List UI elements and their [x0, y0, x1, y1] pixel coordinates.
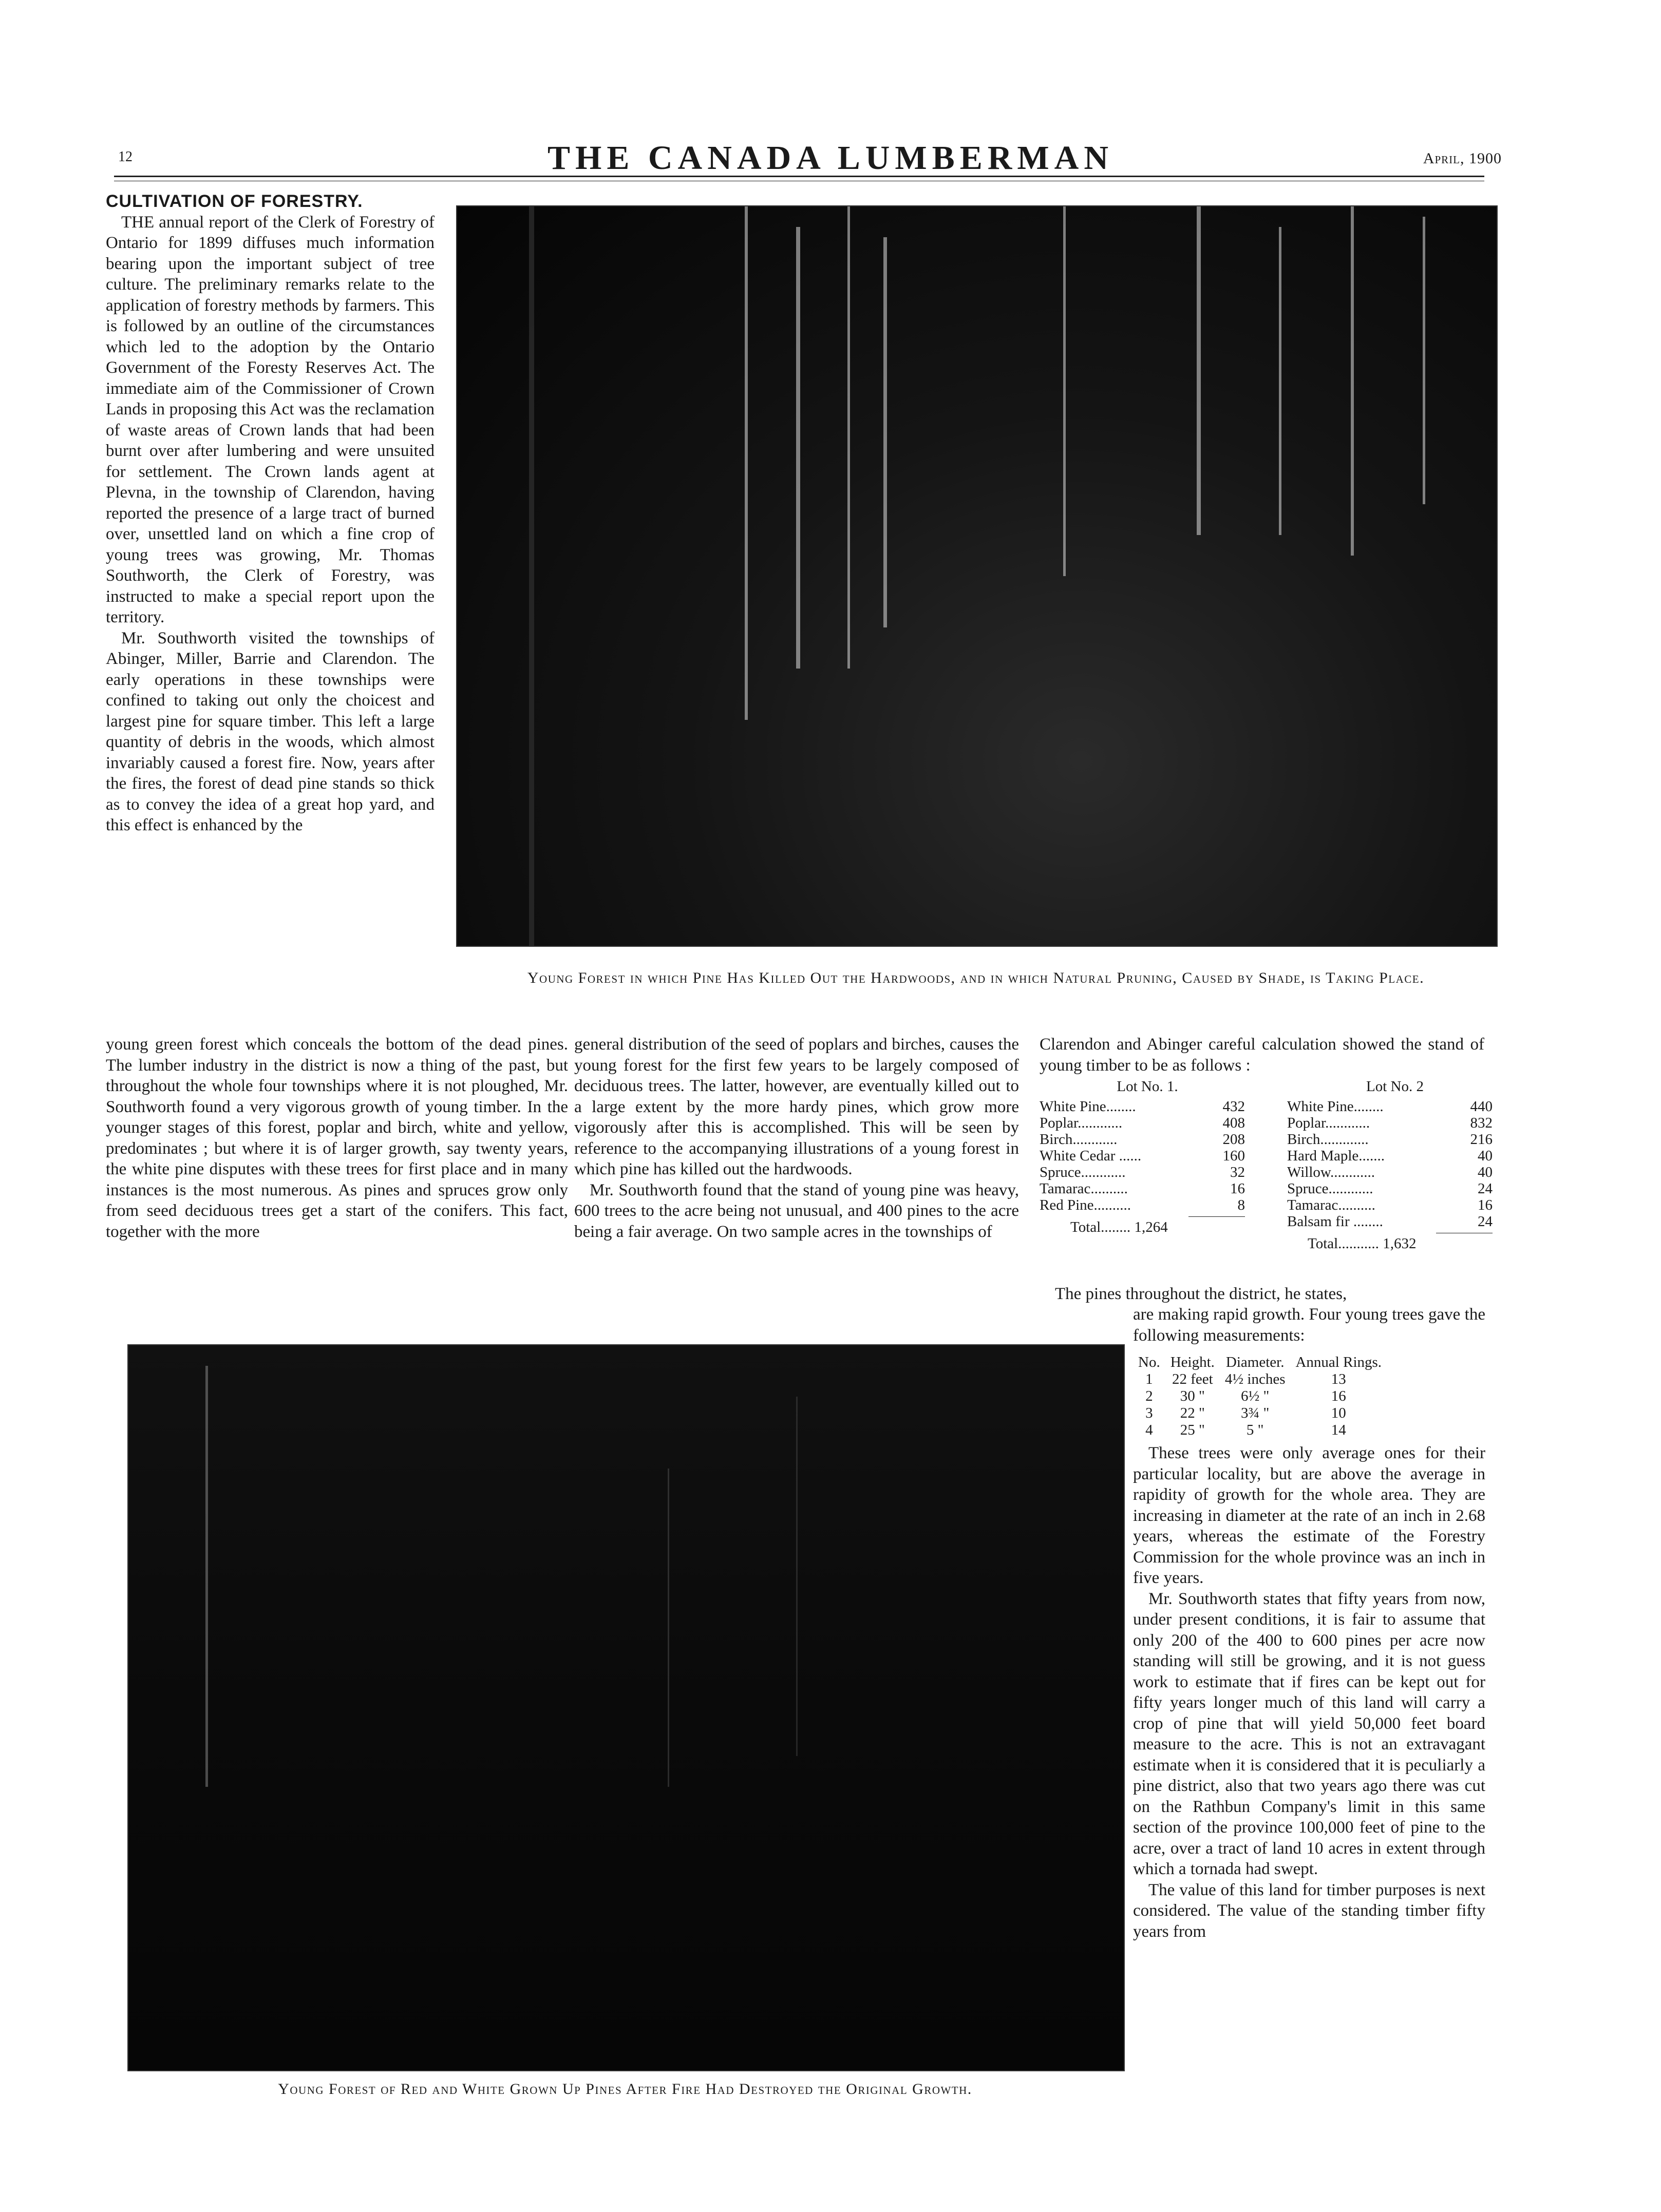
species-name: Hard Maple....... [1287, 1148, 1385, 1164]
column-middle [574, 1034, 1019, 1242]
lot2-total-value: 1,632 [1383, 1235, 1417, 1252]
measurement-cell: 4½ inches [1224, 1371, 1286, 1387]
measurement-header: Height. [1170, 1354, 1215, 1370]
lot1-title: Lot No. 1. [1117, 1078, 1178, 1095]
issue-date: April, 1900 [1423, 150, 1502, 167]
species-name: Red Pine.......... [1040, 1197, 1131, 1213]
paragraph: Clarendon and Abinger careful calculation showed the stand of young timber to be as follows : [1040, 1035, 1484, 1075]
lot2-table [1287, 1078, 1503, 1252]
species-count: 40 [1478, 1148, 1493, 1164]
paragraph: Mr. Southworth visited the townships of Abinger, Miller, Barrie and Clarendon. The early operations in these townships were confined to taking out only the choicest and largest pine for square timber. This left a large quantity of debris in the woods, which almost invariably caused a forest fire. Now, years after the fires, the forest of dead pine stands so thick as to convey the idea of a great hop yard, and this effect is enhanced by the [106, 628, 435, 834]
species-count: 16 [1230, 1180, 1245, 1197]
species-name: Tamarac.......... [1287, 1197, 1375, 1213]
paragraph: Mr. Southworth states that fifty years from now, under present conditions, it is fair to assume that only 200 of the 400 to 600 pines per acre now standing will still be growing, and it is not guess work to estimate that if fires can be kept out for fifty years longer much of this land will carry a crop of pine that will yield 50,000 feet board measure to the acre. This is not an extravagant estimate when it is considered that it is peculiarly a pine district, also that two years ago there was cut on the Rathbun Company's limit in this same section of the province 100,000 feet of pine to the acre, over a tract of land 10 acres in extent through which a tornada had swept. [1133, 1589, 1485, 1878]
species-count: 440 [1470, 1098, 1493, 1115]
measurement-cell: 13 [1331, 1371, 1346, 1387]
measurement-cell: 5 " [1246, 1422, 1264, 1438]
lot-row [1040, 1098, 1245, 1115]
species-count: 408 [1222, 1115, 1245, 1131]
measurement-row [1133, 1422, 1387, 1439]
lot-row [1040, 1197, 1245, 1213]
lot-row [1040, 1148, 1245, 1164]
photo2-caption: Young Forest of Red and White Grown Up Pines After Fire Had Destroyed the Original Growth. [278, 2081, 972, 2097]
paragraph-pines [1040, 1284, 1484, 1305]
column-left [106, 191, 435, 836]
measurement-header: Diameter. [1225, 1354, 1285, 1370]
species-name: Birch............. [1287, 1131, 1369, 1148]
measurement-cell: 22 " [1180, 1405, 1205, 1421]
measurement-cell: 4 [1145, 1422, 1153, 1438]
photo1-caption: Young Forest in which Pine Has Killed Out the Hardwoods, and in which Natural Pruning, Caused by Shade, is Taking Place. [527, 969, 1425, 986]
paragraph: general distribution of the seed of poplars and birches, causes the young forest for the first few years to be largely composed of deciduous trees. The latter, however, are eventually killed out to a large extent by the more hardy pines, which grow more vigorously after this is accomplished. This will be seen by reference to the accompanying illustrations of a young forest in which pine has killed out the hardwoods. [574, 1035, 1019, 1178]
species-count: 24 [1478, 1180, 1493, 1197]
measurement-header: Annual Rings. [1295, 1354, 1382, 1370]
species-count: 16 [1478, 1197, 1493, 1213]
lot-row [1040, 1131, 1245, 1148]
species-name: Tamarac.......... [1040, 1180, 1128, 1197]
lot1-total-value: 1,264 [1134, 1219, 1168, 1235]
lot-row [1287, 1180, 1493, 1197]
forest-photo-red-white-pines [127, 1344, 1125, 2071]
species-count: 24 [1478, 1213, 1493, 1230]
lot-row [1287, 1131, 1493, 1148]
species-count: 832 [1470, 1115, 1493, 1131]
paragraph: are making rapid growth. Four young trees gave the following measurements: [1133, 1305, 1485, 1345]
species-name: Birch............ [1040, 1131, 1118, 1148]
lot-row [1287, 1148, 1493, 1164]
measurement-row [1133, 1388, 1387, 1405]
measurement-row [1133, 1371, 1387, 1388]
species-name: White Cedar ...... [1040, 1148, 1142, 1164]
species-name: Willow............ [1287, 1164, 1375, 1180]
lot-row [1287, 1213, 1493, 1230]
lot-row [1040, 1180, 1245, 1197]
paragraph: THE annual report of the Clerk of Forestry of Ontario for 1899 diffuses much information bearing upon the important subject of tree culture. The preliminary remarks relate to the application of forestry methods by farmers. This is followed by an outline of the circumstances which led to the adoption by the Ontario Government of the Foresty Reserves Act. The immediate aim of the Commissioner of Crown Lands in proposing this Act was the reclamation of waste areas of Crown lands that had been burnt over after lumbering and were unsuited for settlement. The Crown lands agent at Plevna, in the township of Clarendon, having reported the presence of a large tract of burned over, unsettled land on which a fine crop of young trees was growing, Mr. Thomas Southworth, the Clerk of Forestry, was instructed to make a special report upon the territory. [106, 213, 435, 626]
lot-row [1040, 1115, 1245, 1131]
paragraph: young green forest which conceals the bottom of the dead pines. The lumber industry in the district is now a thing of the past, but throughout the whole four townships where it is not ploughed, Mr. Southworth found a very vigorous growth of young timber. In the younger stages of this forest, poplar and birch, white and yellow, predominates ; but where it is of larger growth, say twenty years, the white pine disputes with these trees for first place and in many instances is the most numerous. As pines and spruces grow only from seed deciduous trees get a start of the conifers. This fact, together with the more [106, 1035, 568, 1241]
species-count: 32 [1230, 1164, 1245, 1180]
species-name: White Pine........ [1287, 1098, 1384, 1115]
species-name: Poplar............ [1287, 1115, 1370, 1131]
measurement-cell: 30 " [1180, 1388, 1205, 1404]
forest-photo-pine-killed-hardwoods [456, 205, 1498, 947]
species-count: 208 [1222, 1131, 1245, 1148]
measurement-cell: 2 [1145, 1388, 1153, 1404]
column-left-continued [106, 1034, 568, 1242]
lot1-total-label: Total........ [1070, 1219, 1131, 1235]
paragraph: The value of this land for timber purposes is next considered. The value of the standing timber fifty years from [1133, 1880, 1485, 1941]
measurement-cell: 3 [1145, 1405, 1153, 1421]
lot-row [1040, 1164, 1245, 1180]
species-count: 8 [1237, 1197, 1245, 1213]
article-headline: CULTIVATION OF FORESTRY. [106, 192, 363, 211]
species-count: 216 [1470, 1131, 1493, 1148]
measurement-header: No. [1138, 1354, 1160, 1370]
lot-row [1287, 1098, 1493, 1115]
measurements-table [1133, 1354, 1387, 1439]
measurement-cell: 10 [1331, 1405, 1346, 1421]
species-name: Spruce............ [1287, 1180, 1373, 1197]
lot1-table [1040, 1078, 1255, 1236]
measurement-cell: 3¾ " [1241, 1405, 1270, 1421]
header-rule [114, 176, 1484, 177]
measurement-cell: 16 [1331, 1388, 1346, 1404]
paragraph: The pines throughout the district, he states, [1055, 1285, 1347, 1303]
species-name: Balsam fir ........ [1287, 1213, 1383, 1230]
measurement-cell: 1 [1145, 1371, 1153, 1387]
measurement-cell: 6½ " [1241, 1388, 1270, 1404]
column-right-lower [1133, 1304, 1485, 1942]
measurement-cell: 22 feet [1172, 1371, 1213, 1387]
measurement-row [1133, 1405, 1387, 1422]
paragraph: These trees were only average ones for their particular locality, but are above the average in rapidity of growth for the whole area. They are increasing in diameter at the rate of an inch in 2.68 years, whereas the estimate of the Forestry Commission for the whole province was an inch in five years. [1133, 1444, 1485, 1587]
species-count: 40 [1478, 1164, 1493, 1180]
publication-title: THE CANADA LUMBERMAN [547, 139, 1114, 177]
lot-row [1287, 1164, 1493, 1180]
species-count: 160 [1222, 1148, 1245, 1164]
lot2-total-label: Total........... [1308, 1235, 1379, 1252]
page-number: 12 [118, 149, 133, 165]
species-name: Spruce............ [1040, 1164, 1126, 1180]
measurement-cell: 25 " [1180, 1422, 1205, 1438]
lot-row [1287, 1115, 1493, 1131]
lot-row [1287, 1197, 1493, 1213]
measurement-cell: 14 [1331, 1422, 1346, 1438]
column-right [1040, 1034, 1484, 1076]
species-name: Poplar............ [1040, 1115, 1123, 1131]
lot2-title: Lot No. 2 [1366, 1078, 1424, 1095]
paragraph: Mr. Southworth found that the stand of young pine was heavy, 600 trees to the acre being not unusual, and 400 pines to the acre being a fair average. On two sample acres in the townships of [574, 1180, 1019, 1241]
species-count: 432 [1222, 1098, 1245, 1115]
species-name: White Pine........ [1040, 1098, 1136, 1115]
